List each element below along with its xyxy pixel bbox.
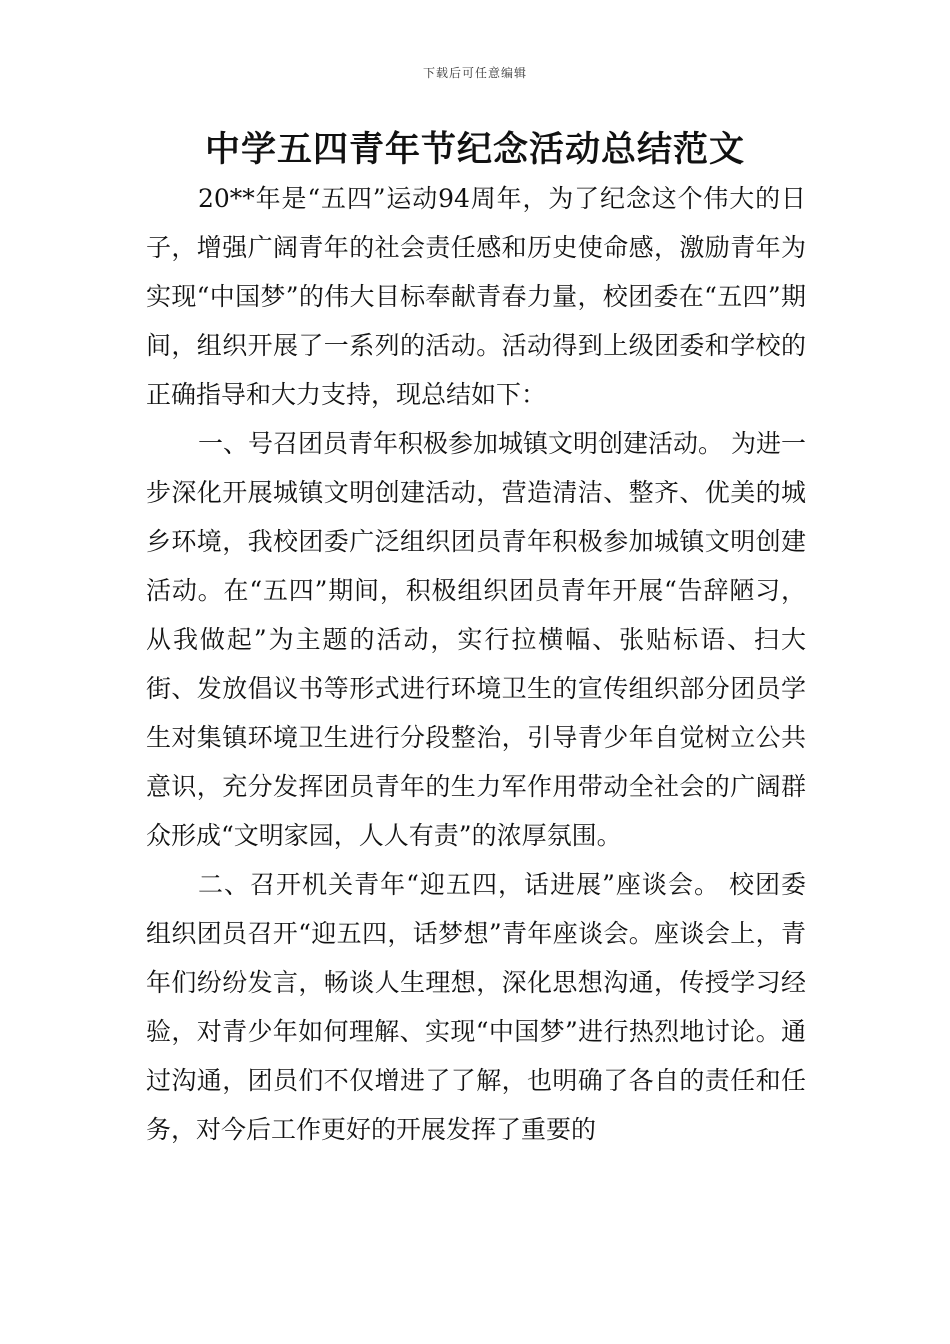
document-title: 中学五四青年节纪念活动总结范文 [204, 130, 745, 170]
header-note: 下载后可任意编辑 [422, 66, 527, 80]
paragraph-section-one: 一、号召团员青年积极参加城镇文明创建活动。 为进一步深化开展城镇文明创建活动，营造清洁、整齐、优美的城乡环境，我校团委广泛组织团员青年积极参加城镇文明创建活动。在“五四”期间，积极组织团员青年开展“告辞陋习，从我做起”为主题的活动，实行拉横幅、张贴标语、扫大街、发放倡议书等形式进行环境卫生的宣传组织部分团员学生对集镇环境卫生进行分段整治，引导青少年自觉树立公共意识，充分发挥团员青年的生力军作用带动全社会的广阔群众形成“文明家园，人人有责”的浓厚氛围。 [146, 429, 806, 850]
paragraph-intro: 20**年是“五四”运动94周年，为了纪念这个伟大的日子，增强广阔青年的社会责任感和历史使命感，激励青年为实现“中国梦”的伟大目标奉献青春力量，校团委在“五四”期间，组织开展了一系列的活动。活动得到上级团委和学校的正确指导和大力支持，现总结如下： [146, 184, 806, 409]
paragraph-section-two: 二、召开机关青年“迎五四，话进展”座谈会。 校团委组织团员召开“迎五四，话梦想”青年座谈会。座谈会上，青年们纷纷发言，畅谈人生理想，深化思想沟通，传授学习经验，对青少年如何理解、实现“中国梦”进行热烈地讨论。通过沟通，团员们不仅增进了了解，也明确了各自的责任和任务，对今后工作更好的开展发挥了重要的 [146, 870, 806, 1144]
document-body [146, 174, 806, 1154]
